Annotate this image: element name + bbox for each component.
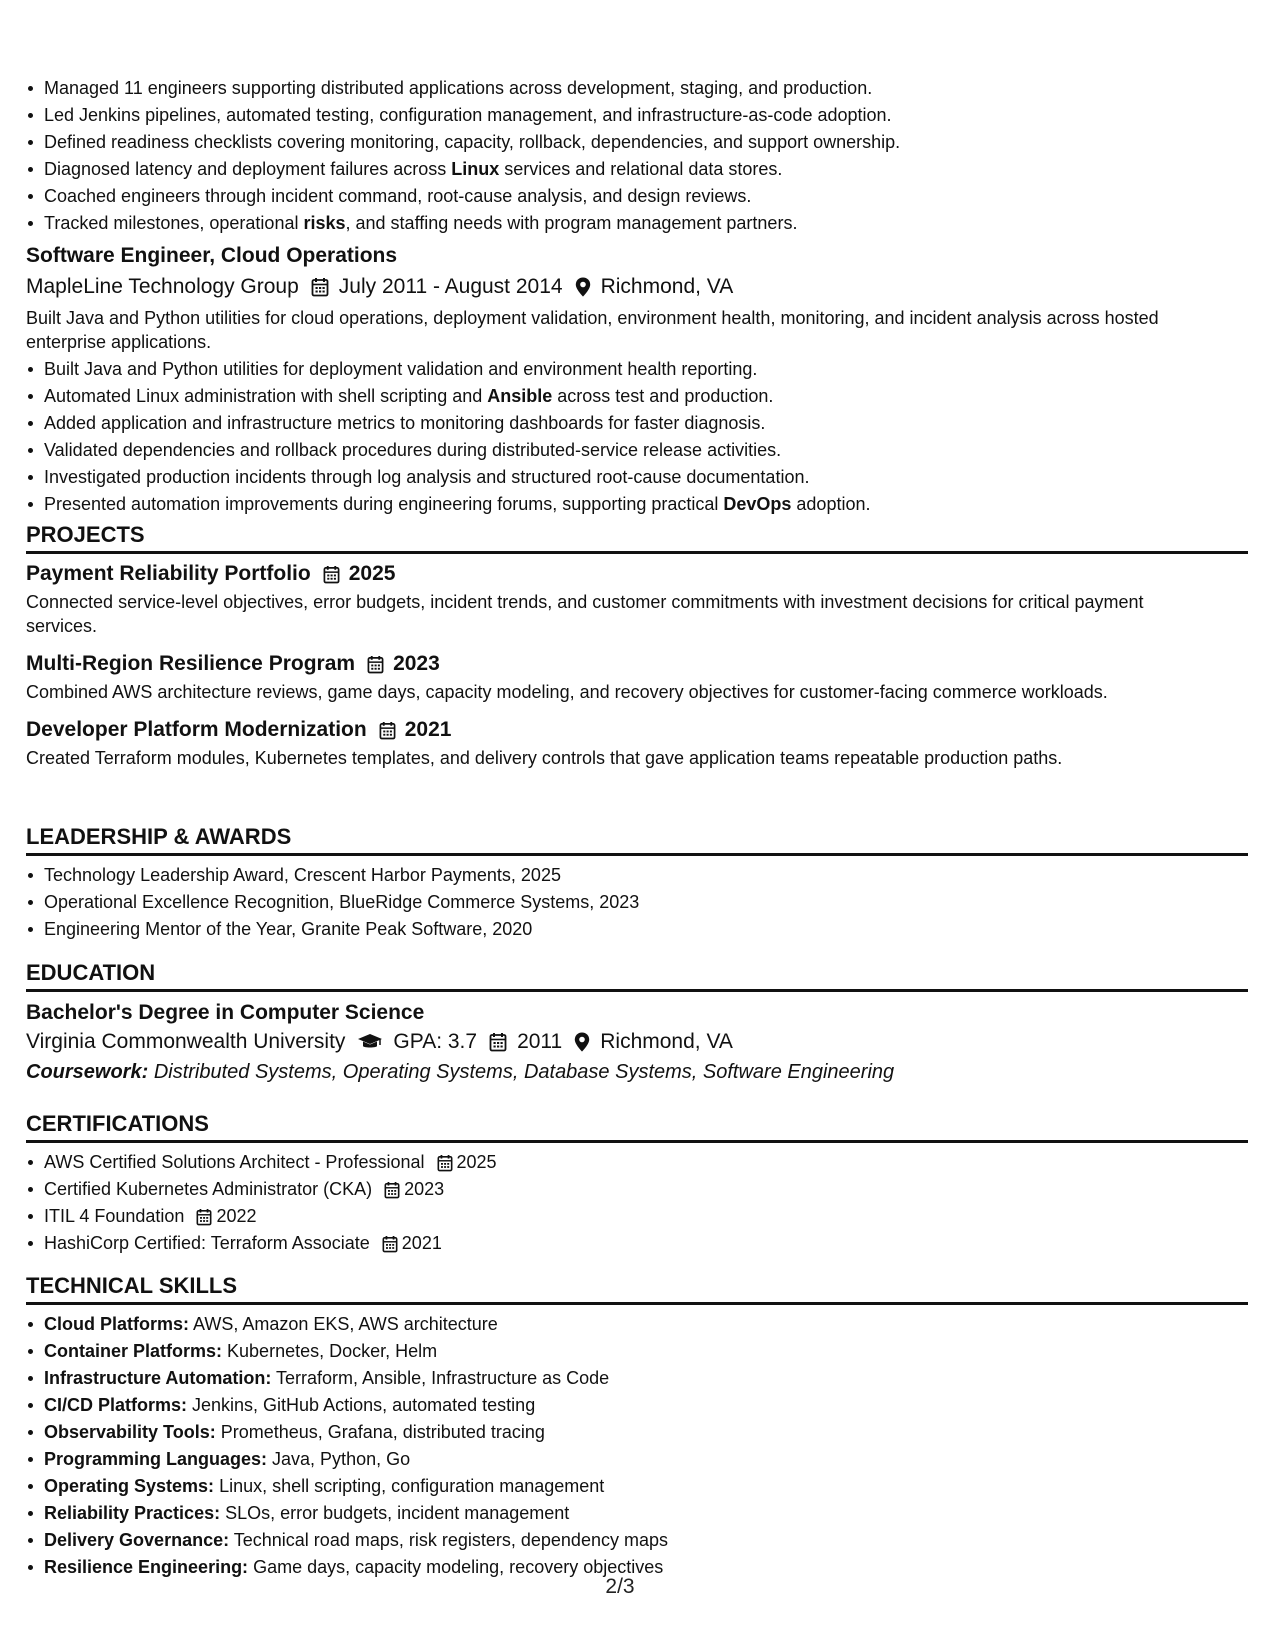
certification-item: Certified Kubernetes Administrator (CKA) 2023 <box>44 1176 1248 1203</box>
skill-item: CI/CD Platforms: Jenkins, GitHub Actions, automated testing <box>44 1392 1248 1419</box>
school-name: Virginia Commonwealth University <box>26 1030 346 1053</box>
bullet-item: Defined readiness checklists covering monitoring, capacity, rollback, dependencies, and support ownership. <box>44 129 1264 156</box>
skills-section <box>26 1273 1248 1581</box>
awards-list <box>26 862 1248 943</box>
skill-item: Container Platforms: Kubernetes, Docker, Helm <box>44 1338 1248 1365</box>
project-description: Combined AWS architecture reviews, game days, capacity modeling, and recovery objectives for customer-facing commerce workloads. <box>26 682 1108 702</box>
bullet-item: Investigated production incidents through log analysis and structured root-cause documentation. <box>44 464 1246 491</box>
project-entry <box>26 650 1248 704</box>
skill-item: Cloud Platforms: AWS, Amazon EKS, AWS architecture <box>44 1311 1248 1338</box>
project-description: Created Terraform modules, Kubernetes templates, and delivery controls that gave application teams repeatable production paths. <box>26 748 1063 768</box>
award-item: Technology Leadership Award, Crescent Harbor Payments, 2025 <box>44 862 1248 889</box>
calendar-icon <box>311 277 329 297</box>
skill-item: Observability Tools: Prometheus, Grafana, distributed tracing <box>44 1419 1248 1446</box>
school-location: Richmond, VA <box>600 1030 733 1053</box>
certification-year: 2023 <box>404 1179 445 1199</box>
job-meta <box>26 272 1246 302</box>
bullet-item: Diagnosed latency and deployment failures across Linux services and relational data stores. <box>44 156 1264 183</box>
project-title: Developer Platform Modernization <box>26 718 367 741</box>
project-description: Connected service-level objectives, error budgets, incident trends, and customer commitments with investment decisions for critical payment services. <box>26 592 1144 636</box>
bullet-item: Managed 11 engineers supporting distributed applications across development, staging, and production. <box>44 75 1264 102</box>
certification-item: HashiCorp Certified: Terraform Associate 2021 <box>44 1230 1248 1257</box>
section-heading: EDUCATION <box>26 960 1248 992</box>
map-pin-icon <box>574 1032 590 1052</box>
calendar-icon <box>367 655 384 674</box>
section-heading: TECHNICAL SKILLS <box>26 1273 1248 1305</box>
bullet-item: Automated Linux administration with shell scripting and Ansible across test and production. <box>44 383 1246 410</box>
calendar-icon <box>489 1032 507 1052</box>
project-entry <box>26 560 1248 638</box>
calendar-icon <box>379 721 396 740</box>
skill-item: Resilience Engineering: Game days, capacity modeling, recovery objectives <box>44 1554 1248 1581</box>
bullet-item: Presented automation improvements during engineering forums, supporting practical DevOps adoption. <box>44 491 1246 518</box>
calendar-icon <box>437 1154 453 1172</box>
project-year: 2021 <box>404 718 452 741</box>
certification-item: AWS Certified Solutions Architect - Professional 2025 <box>44 1149 1248 1176</box>
coursework-label: Coursework: <box>26 1061 149 1083</box>
job-summary: Built Java and Python utilities for cloud operations, deployment validation, environment health, monitoring, and incident analysis across hosted enterprise applications. <box>26 308 1159 352</box>
certifications-section <box>26 1111 1248 1257</box>
calendar-icon <box>384 1181 400 1199</box>
skill-item: Delivery Governance: Technical road maps, risk registers, dependency maps <box>44 1527 1248 1554</box>
coursework <box>26 1057 1248 1087</box>
coursework-list: Distributed Systems, Operating Systems, Database Systems, Software Engineering <box>153 1061 895 1083</box>
education-meta <box>26 1027 1248 1057</box>
job-entry <box>26 242 1246 518</box>
awards-section <box>26 824 1248 943</box>
job-dates: July 2011 - August 2014 <box>338 275 563 298</box>
job-bullets <box>26 356 1246 518</box>
skill-item: Reliability Practices: SLOs, error budgets, incident management <box>44 1500 1248 1527</box>
project-title: Payment Reliability Portfolio <box>26 562 311 585</box>
certification-year: 2021 <box>401 1233 442 1253</box>
award-item: Operational Excellence Recognition, BlueRidge Commerce Systems, 2023 <box>44 889 1248 916</box>
skills-list <box>26 1311 1248 1581</box>
company-name: MapleLine Technology Group <box>26 275 299 298</box>
education-section <box>26 960 1248 1087</box>
projects-section <box>26 522 1248 770</box>
gpa: GPA: 3.7 <box>393 1030 478 1053</box>
job-location: Richmond, VA <box>600 275 734 298</box>
calendar-icon <box>323 565 340 584</box>
degree-title: Bachelor's Degree in Computer Science <box>26 1001 425 1024</box>
graduation-cap-icon <box>357 1033 383 1051</box>
skill-item: Infrastructure Automation: Terraform, Ansible, Infrastructure as Code <box>44 1365 1248 1392</box>
page-number: 2/3 <box>605 1575 635 1598</box>
calendar-icon <box>196 1208 212 1226</box>
section-heading: LEADERSHIP & AWARDS <box>26 824 1248 856</box>
bullet-item: Coached engineers through incident command, root-cause analysis, and design reviews. <box>44 183 1264 210</box>
graduation-year: 2011 <box>517 1030 563 1053</box>
map-pin-icon <box>575 277 591 297</box>
project-year: 2025 <box>348 562 396 585</box>
project-year: 2023 <box>393 652 440 675</box>
certification-year: 2025 <box>456 1152 497 1172</box>
project-title: Multi-Region Resilience Program <box>26 652 356 675</box>
section-heading: CERTIFICATIONS <box>26 1111 1248 1143</box>
job-title: Software Engineer, Cloud Operations <box>26 244 398 267</box>
section-heading: PROJECTS <box>26 522 1248 554</box>
skill-item: Operating Systems: Linux, shell scripting, configuration management <box>44 1473 1248 1500</box>
bullet-item: Tracked milestones, operational risks, and staffing needs with program management partners. <box>44 210 1264 237</box>
project-entry <box>26 716 1248 770</box>
certification-year: 2022 <box>216 1206 257 1226</box>
award-item: Engineering Mentor of the Year, Granite Peak Software, 2020 <box>44 916 1248 943</box>
calendar-icon <box>382 1235 398 1253</box>
bullet-item: Led Jenkins pipelines, automated testing, configuration management, and infrastructure-as-code adoption. <box>44 102 1264 129</box>
bullet-item: Added application and infrastructure metrics to monitoring dashboards for faster diagnosis. <box>44 410 1246 437</box>
bullet-item: Built Java and Python utilities for deployment validation and environment health reporting. <box>44 356 1246 383</box>
skill-item: Programming Languages: Java, Python, Go <box>44 1446 1248 1473</box>
previous-job-bullets <box>26 75 1264 237</box>
bullet-item: Validated dependencies and rollback procedures during distributed-service release activities. <box>44 437 1246 464</box>
certification-item: ITIL 4 Foundation 2022 <box>44 1203 1248 1230</box>
certifications-list <box>26 1149 1248 1257</box>
